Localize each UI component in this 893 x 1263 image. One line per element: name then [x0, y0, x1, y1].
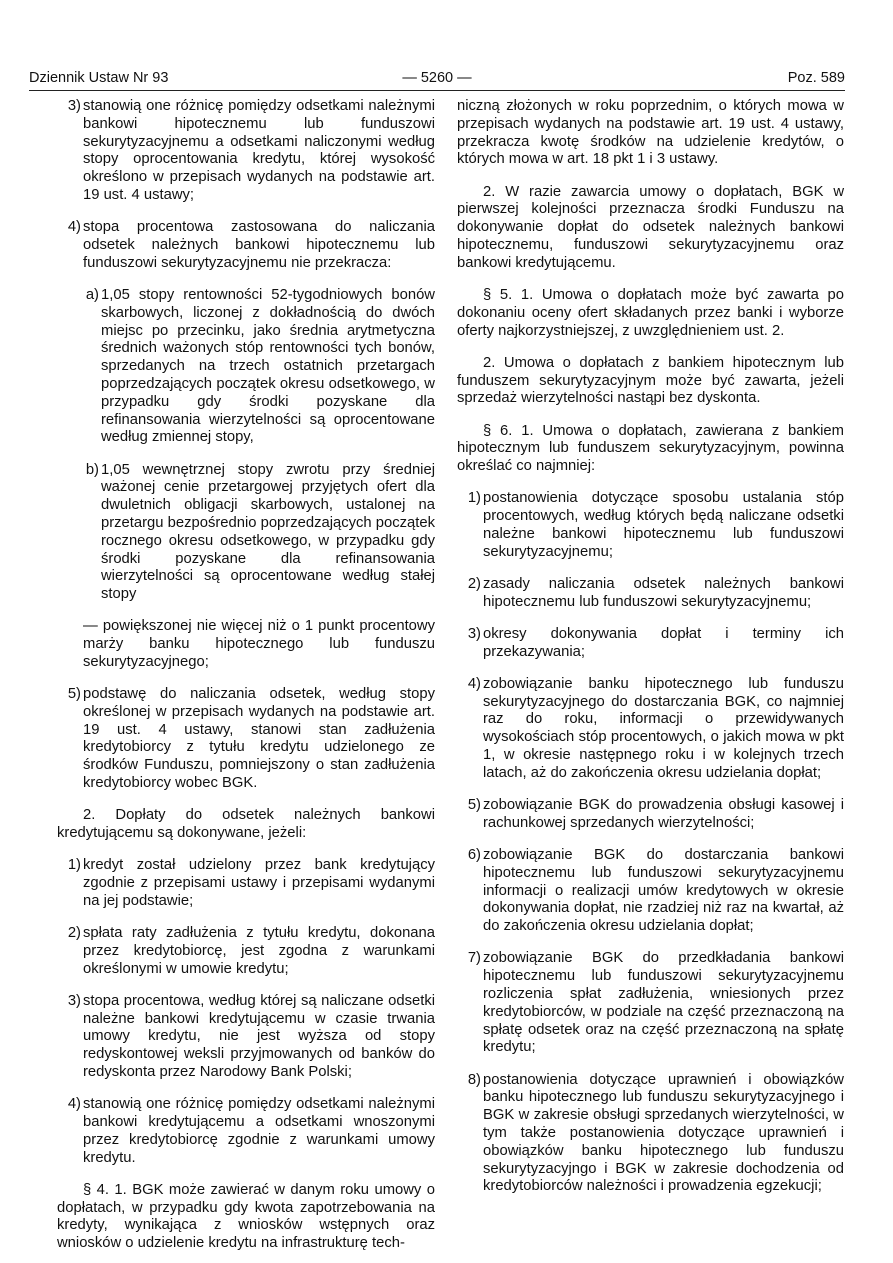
right-column	[457, 98, 844, 1196]
list-item: 4) stopa procentowa zastosowana do naliczania odsetek należnych bankowi hipotecznemu lub funduszowi sekurytyzacyjnemu nie przekracza:	[67, 219, 435, 271]
list-item: 3) stopa procentowa, według której są naliczane odsetki należne bankowi kredytującemu w czasie trwania umowy kredytu, nie jest wyższa od stopy redyskontowej weksli przyjmowanych od banków do redyskonta przez Narodowy Bank Polski;	[67, 992, 435, 1080]
list-item: 1) postanowienia dotyczące sposobu ustalania stóp procentowych, według których będą naliczane odsetki należne bankowi hipotecznemu lub funduszowi sekurytyzacyjnemu;	[467, 490, 844, 560]
list-item: 1) kredyt został udzielony przez bank kredytujący zgodnie z przepisami ustawy i przepisami wydanymi na jej podstawie;	[67, 857, 435, 909]
sub-item: a) 1,05 stopy rentowności 52-tygodniowych bonów skarbowych, liczonej z dokładnością do dwóch miejsc po przecinku, jako średnia arytmetyczna średnich ważonych stóp rentowności tych bonów, sprzedanych na trzech ostatnich przetargach poprzedzających początek okresu odsetkowego, w przypadku gdy środki pozyskane dla refinansowania wierzytelności są oprocentowane według zmiennej stopy,	[85, 286, 435, 446]
journal-title: Dziennik Ustaw Nr 93	[29, 70, 169, 86]
list-item: 4) stanowią one różnicę pomiędzy odsetkami należnymi bankowi kredytującemu a odsetkami wnoszonymi przez kredytobiorcę zgodnie z warunkami umowy kredytu.	[67, 1096, 435, 1166]
paragraph: 2. Umowa o dopłatach z bankiem hipotecznym lub funduszem sekurytyzacyjnym może być zawarta, jeżeli sprzedaż wierzytelności nastąpi bez dyskonta.	[457, 354, 844, 407]
position-number: Poz. 589	[787, 70, 845, 86]
list-item: 3) stanowią one różnicę pomiędzy odsetkami należnymi bankowi hipotecznemu lub funduszowi sekurytyzacyjnemu a odsetkami naliczonymi według stopy oprocentowania kredytu, której wysokość określono w przepisach wydanych na podstawie art. 19 ust. 4 ustawy;	[67, 98, 435, 203]
sub-item: b) 1,05 wewnętrznej stopy zwrotu przy średniej ważonej cenie przetargowej przyjętych ofert dla dwuletnich obligacji skarbowych, ustalonej na przetargu bezpośrednio poprzedzających początek rocznego okresu odsetkowego, w przypadku gdy środki pozyskane dla refinansowania wierzytelności są oprocentowane według stałej stopy	[85, 461, 435, 603]
list-item: 5) podstawę do naliczania odsetek, według stopy określonej w przepisach wydanych na podstawie art. 19 ust. 4 ustawy, stanowi stan zadłużenia kredytobiorcy z tytułu kredytu udzielonego ze środków Funduszu, pomniejszony o stan zadłużenia kredytobiorcy wobec BGK.	[67, 686, 435, 792]
list-item: 2) zasady naliczania odsetek należnych bankowi hipotecznemu lub funduszowi sekurytyzacyjnemu;	[467, 575, 844, 610]
paragraph-continuation: niczną złożonych w roku poprzednim, o których mowa w przepisach wydanych na podstawie art. 19 ust. 4 ustawy, przekracza kwotę środków na udzielenie kredytów, o których mowa w art. 18 pkt 1 i 3 ustawy.	[457, 98, 844, 168]
paragraph: 2. Dopłaty do odsetek należnych bankowi kredytującemu są dokonywane, jeżeli:	[57, 807, 435, 842]
list-item: 2) spłata raty zadłużenia z tytułu kredytu, dokonana przez kredytobiorcę, jest zgodna z warunkami określonymi w umowie kredytu;	[67, 925, 435, 977]
left-column	[57, 98, 435, 1253]
section-paragraph: § 6. 1. Umowa o dopłatach, zawierana z bankiem hipotecznym lub funduszem sekurytyzacyjnym, powinna określać co najmniej:	[457, 422, 844, 475]
section-paragraph: § 4. 1. BGK może zawierać w danym roku umowy o dopłatach, w przypadku gdy kwota zapotrzebowania na kredyty, wynikająca z wniosków wstępnych oraz wniosków o udzielenie kredytu na infrastrukturę tech-	[57, 1181, 435, 1252]
section-paragraph: § 5. 1. Umowa o dopłatach może być zawarta po dokonaniu oceny ofert składanych przez banki i wyborze oferty najkorzystniejszej, z uwzględnieniem ust. 2.	[457, 286, 844, 339]
list-item: 4) zobowiązanie banku hipotecznego lub funduszu sekurytyzacyjnego do dostarczania BGK, co najmniej raz do roku, informacji o przewidywanych wysokościach stóp procentowych, o jakich mowa w pkt 1, w okresie następnego roku i w kolejnych trzech latach, aż do zakończenia okresu udzielania dopłat;	[467, 675, 844, 781]
list-item: 6) zobowiązanie BGK do dostarczania bankowi hipotecznemu lub funduszowi sekurytyzacyjnemu informacji o realizacji umów kredytowych w okresie dokonywania dopłat, nie rzadziej niż raz na kwartał, aż do zakończenia okresu udzielania dopłat;	[467, 847, 844, 935]
header-rule	[29, 90, 845, 91]
list-item: 7) zobowiązanie BGK do przedkładania bankowi hipotecznemu lub funduszowi sekurytyzacyjnemu rozliczenia spłat zadłużenia, wniesionych przez kredytobiorców, w podziale na część przeznaczoną na spłatę odsetek oraz na część przeznaczoną na spłatę kredytu;	[467, 950, 844, 1056]
page-header	[29, 68, 845, 88]
dash-clause: — powiększonej nie więcej niż o 1 punkt procentowy marży banku hipotecznego lub funduszu sekurytyzacyjnego;	[83, 618, 435, 670]
list-item: 3) okresy dokonywania dopłat i terminy ich przekazywania;	[467, 625, 844, 660]
paragraph: 2. W razie zawarcia umowy o dopłatach, BGK w pierwszej kolejności przeznacza środki Funduszu na dokonywanie dopłat do odsetek należnych bankowi hipotecznemu, funduszowi sekurytyzacyjnemu oraz bankowi kredytującemu.	[457, 183, 844, 271]
list-item: 5) zobowiązanie BGK do prowadzenia obsługi kasowej i rachunkowej sprzedanych wierzytelności;	[467, 797, 844, 831]
page-number: — 5260 —	[402, 70, 472, 86]
list-item: 8) postanowienia dotyczące uprawnień i obowiązków banku hipotecznego lub funduszu sekurytyzacyjnego i BGK w zakresie obsługi sprzedanych wierzytelności, w tym także postanowienia dotyczące uprawnień i obowiązków banku hipotecznego lub funduszu sekurytyzacyjngo i BGK w zakresie dochodzenia od kredytobiorców należności i prowadzenia egzekucji;	[467, 1071, 844, 1195]
